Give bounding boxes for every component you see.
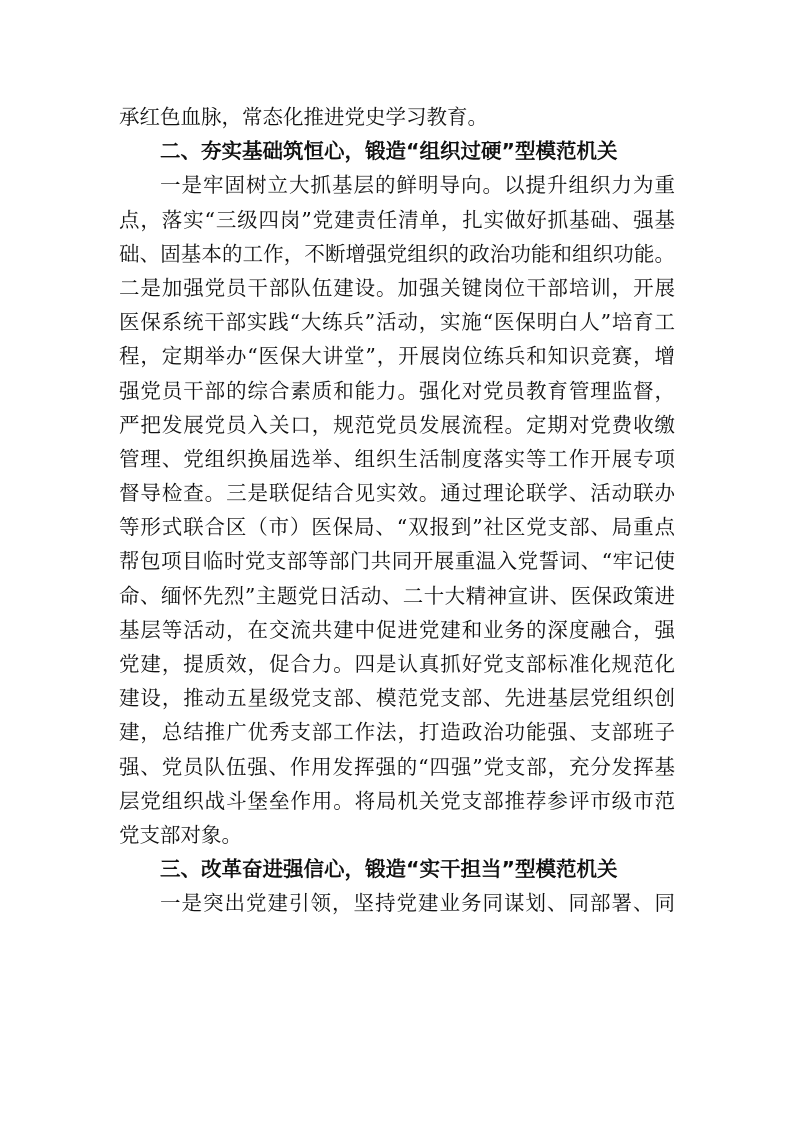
section-heading-2: 二、夯实基础筑恒心，锻造“组织过硬”型模范机关 [160,139,618,164]
paragraph-line: 命、缅怀先烈”主题党日活动、二十大精神宣讲、医保政策进 [119,583,675,608]
paragraph-line: 强、党员队伍强、作用发挥强的“四强”党支部，充分发挥基 [119,754,675,779]
paragraph-line: 督导检查。三是联促结合见实效。通过理论联学、活动联办 [119,481,675,506]
paragraph-line: 党建，提质效，促合力。四是认真抓好党支部标准化规范化 [119,652,675,676]
paragraph-line: 点，落实“三级四岗”党建责任清单，扎实做好抓基础、强基 [119,207,675,232]
paragraph-line: 党支部对象。 [119,822,242,847]
paragraph-line: 等形式联合区（市）医保局、“双报到”社区党支部、局重点 [119,515,675,540]
paragraph-line: 层党组织战斗堡垒作用。将局机关党支部推荐参评市级市范 [119,788,675,813]
paragraph-line: 严把发展党员入关口，规范党员发展流程。定期对党费收缴 [119,412,675,437]
paragraph-line: 基层等活动，在交流共建中促进党建和业务的深度融合，强 [119,617,675,642]
paragraph-line: 强党员干部的综合素质和能力。强化对党员教育管理监督， [119,378,675,403]
paragraph-line: 一是牢固树立大抓基层的鲜明导向。以提升组织力为重 [160,173,675,198]
paragraph-line: 建设，推动五星级党支部、模范党支部、先进基层党组织创 [119,686,675,711]
paragraph-line: 二是加强党员干部队伍建设。加强关键岗位干部培训，开展 [119,275,675,300]
paragraph-line: 医保系统干部实践“大练兵”活动，实施“医保明白人”培育工 [119,310,675,335]
paragraph-line: 程，定期举办“医保大讲堂”，开展岗位练兵和知识竞赛，增 [119,344,675,369]
paragraph-line: 承红色血脉，常态化推进党史学习教育。 [119,105,488,129]
paragraph-line: 帮包项目临时党支部等部门共同开展重温入党誓词、“牢记使 [119,549,675,574]
document-page [119,100,675,921]
paragraph-line: 建，总结推广优秀支部工作法，打造政治功能强、支部班子 [119,720,675,745]
section-heading-3: 三、改革奋进强信心，锻造“实干担当”型模范机关 [160,857,618,882]
paragraph-line: 一是突出党建引领，坚持党建业务同谋划、同部署、同 [160,891,675,916]
paragraph-line: 管理、党组织换届选举、组织生活制度落实等工作开展专项 [119,446,675,471]
paragraph-line: 础、固基本的工作，不断增强党组织的政治功能和组织功能。 [119,241,675,266]
